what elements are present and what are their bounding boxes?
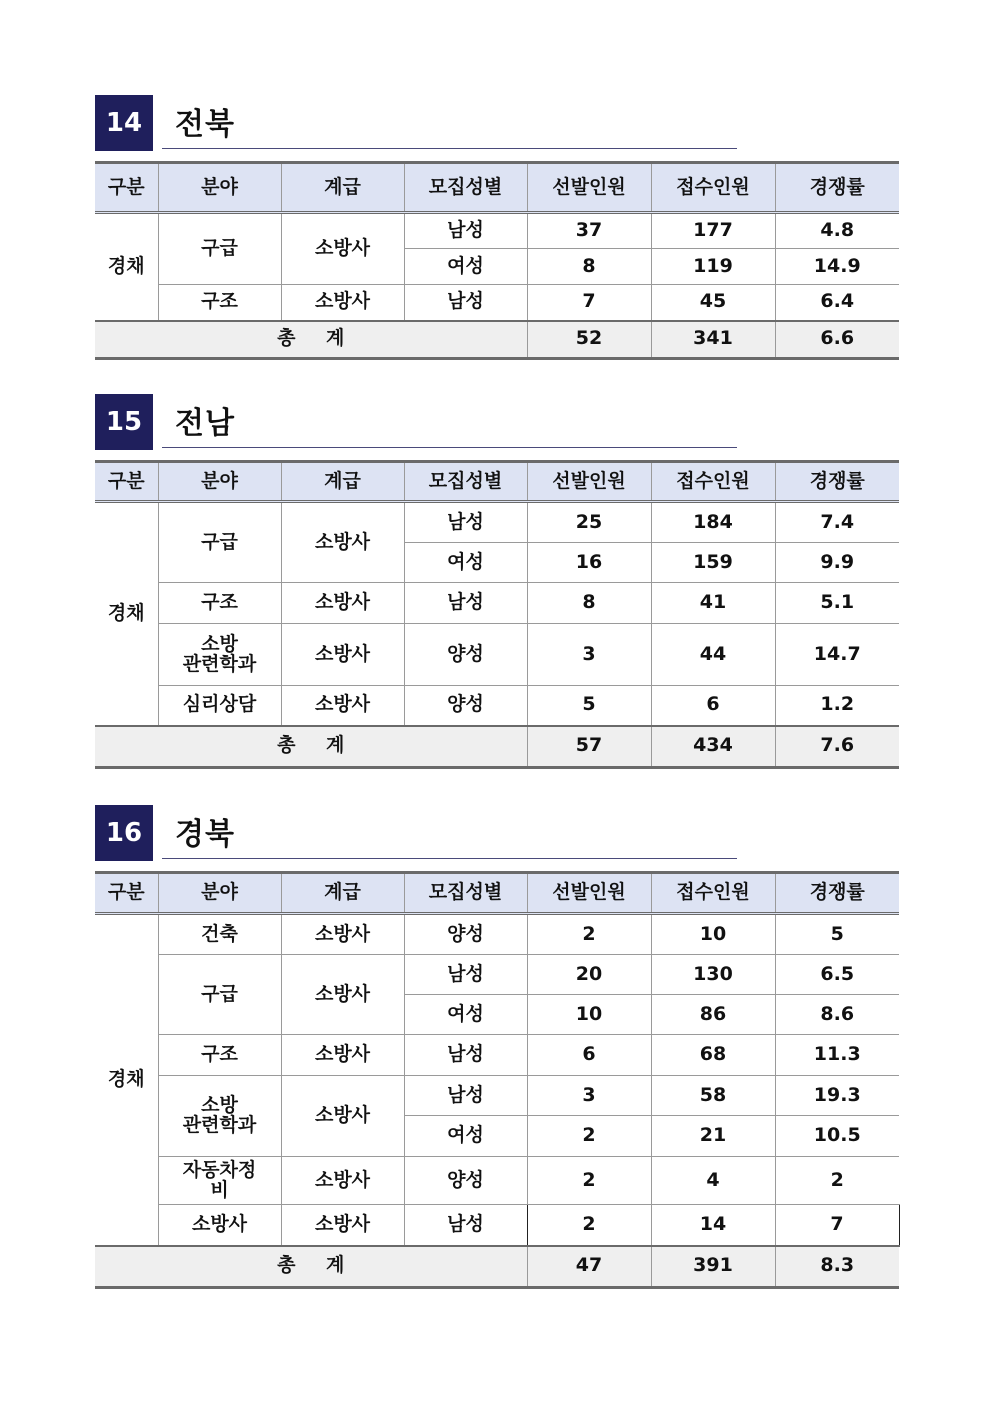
rate-cell: 4.8: [775, 213, 899, 249]
section-jeonbuk: [95, 95, 899, 350]
rank-cell: 소방사: [281, 914, 404, 955]
total-applied: 434: [651, 726, 775, 768]
header-field: 분야: [158, 462, 281, 502]
applied-cell: 41: [651, 583, 775, 624]
table-row: [95, 1076, 899, 1116]
group-cell: 경채: [95, 502, 158, 726]
gender-cell: 남성: [404, 1035, 527, 1076]
selected-cell: 25: [527, 502, 651, 543]
table-row: [95, 955, 899, 995]
rate-cell: 14.9: [775, 249, 899, 285]
selected-cell: 2: [527, 1205, 651, 1246]
section-number: 15: [95, 394, 153, 450]
rate-cell: 1.2: [775, 686, 899, 726]
selected-cell: 8: [527, 249, 651, 285]
rank-cell: 소방사: [281, 955, 404, 1035]
gender-cell: 남성: [404, 583, 527, 624]
table-row: [95, 502, 899, 543]
rate-cell: 8.6: [775, 995, 899, 1035]
rank-cell: 소방사: [281, 686, 404, 726]
header-category: 구분: [95, 873, 158, 914]
rank-cell: 소방사: [281, 285, 404, 321]
header-field: 분야: [158, 163, 281, 213]
rate-cell: 7: [775, 1205, 899, 1246]
total-row: [95, 1246, 899, 1288]
header-gender: 모집성별: [404, 462, 527, 502]
total-rate: 7.6: [775, 726, 899, 768]
rate-cell: 19.3: [775, 1076, 899, 1116]
table-row: [95, 686, 899, 726]
applied-cell: 58: [651, 1076, 775, 1116]
field-cell: 심리상담: [158, 686, 281, 726]
title-underline: [162, 148, 737, 149]
rank-cell: 소방사: [281, 1157, 404, 1205]
applied-cell: 86: [651, 995, 775, 1035]
section-header: [95, 394, 899, 450]
rate-cell: 14.7: [775, 624, 899, 686]
total-label: 총 계: [95, 321, 527, 359]
header-rate: 경쟁률: [775, 873, 899, 914]
selected-cell: 3: [527, 1076, 651, 1116]
header-category: 구분: [95, 462, 158, 502]
gender-cell: 양성: [404, 624, 527, 686]
section-title: 전북: [175, 107, 235, 142]
gender-cell: 여성: [404, 543, 527, 583]
table-row: [95, 583, 899, 624]
rate-cell: 5.1: [775, 583, 899, 624]
gender-cell: 남성: [404, 1076, 527, 1116]
table-row: [95, 213, 899, 249]
total-applied: 391: [651, 1246, 775, 1288]
applied-cell: 130: [651, 955, 775, 995]
gender-cell: 양성: [404, 686, 527, 726]
header-rank: 계급: [281, 462, 404, 502]
table-row: [95, 1035, 899, 1076]
title-underline: [162, 858, 737, 859]
field-cell: 구급: [158, 213, 281, 285]
total-applied: 341: [651, 321, 775, 359]
rate-cell: 7.4: [775, 502, 899, 543]
gender-cell: 남성: [404, 955, 527, 995]
applied-cell: 44: [651, 624, 775, 686]
selected-cell: 6: [527, 1035, 651, 1076]
gender-cell: 여성: [404, 1116, 527, 1157]
applied-cell: 119: [651, 249, 775, 285]
field-cell: 건축: [158, 914, 281, 955]
total-rate: 8.3: [775, 1246, 899, 1288]
gender-cell: 양성: [404, 914, 527, 955]
rank-cell: 소방사: [281, 624, 404, 686]
section-number: 16: [95, 805, 153, 861]
selected-cell: 20: [527, 955, 651, 995]
recruit-table: [95, 871, 900, 1289]
selected-cell: 2: [527, 1116, 651, 1157]
rank-cell: 소방사: [281, 213, 404, 285]
rate-cell: 2: [775, 1157, 899, 1205]
header-rate: 경쟁률: [775, 462, 899, 502]
section-header: [95, 95, 899, 151]
section-title: 전남: [175, 406, 235, 441]
header-row: [95, 873, 899, 914]
selected-cell: 7: [527, 285, 651, 321]
applied-cell: 10: [651, 914, 775, 955]
title-underline: [162, 447, 737, 448]
field-cell: 구급: [158, 955, 281, 1035]
rate-cell: 6.4: [775, 285, 899, 321]
group-cell: 경채: [95, 213, 158, 321]
gender-cell: 남성: [404, 502, 527, 543]
selected-cell: 16: [527, 543, 651, 583]
header-applied: 접수인원: [651, 462, 775, 502]
selected-cell: 2: [527, 914, 651, 955]
header-row: [95, 462, 899, 502]
gender-cell: 남성: [404, 1205, 527, 1246]
selected-cell: 2: [527, 1157, 651, 1205]
applied-cell: 184: [651, 502, 775, 543]
field-cell: 구급: [158, 502, 281, 583]
table-row: [95, 1205, 899, 1246]
header-selected: 선발인원: [527, 163, 651, 213]
field-cell: 소방 관련학과: [158, 624, 281, 686]
rank-cell: 소방사: [281, 583, 404, 624]
applied-cell: 159: [651, 543, 775, 583]
total-row: [95, 321, 899, 359]
header-selected: 선발인원: [527, 462, 651, 502]
applied-cell: 177: [651, 213, 775, 249]
header-rank: 계급: [281, 163, 404, 213]
rate-cell: 6.5: [775, 955, 899, 995]
rank-cell: 소방사: [281, 1035, 404, 1076]
selected-cell: 37: [527, 213, 651, 249]
group-cell: 경채: [95, 914, 158, 1246]
applied-cell: 6: [651, 686, 775, 726]
rank-cell: 소방사: [281, 1076, 404, 1157]
header-rate: 경쟁률: [775, 163, 899, 213]
gender-cell: 여성: [404, 995, 527, 1035]
gender-cell: 여성: [404, 249, 527, 285]
gender-cell: 양성: [404, 1157, 527, 1205]
total-label: 총 계: [95, 1246, 527, 1288]
rate-cell: 5: [775, 914, 899, 955]
selected-cell: 8: [527, 583, 651, 624]
header-gender: 모집성별: [404, 163, 527, 213]
rate-cell: 11.3: [775, 1035, 899, 1076]
header-rank: 계급: [281, 873, 404, 914]
total-row: [95, 726, 899, 768]
total-label: 총 계: [95, 726, 527, 768]
rank-cell: 소방사: [281, 1205, 404, 1246]
header-applied: 접수인원: [651, 873, 775, 914]
header-row: [95, 163, 899, 213]
selected-cell: 5: [527, 686, 651, 726]
selected-cell: 3: [527, 624, 651, 686]
header-category: 구분: [95, 163, 158, 213]
applied-cell: 68: [651, 1035, 775, 1076]
applied-cell: 21: [651, 1116, 775, 1157]
field-cell: 구조: [158, 285, 281, 321]
field-cell: 구조: [158, 583, 281, 624]
field-cell: 자동차정 비: [158, 1157, 281, 1205]
applied-cell: 14: [651, 1205, 775, 1246]
section-header: [95, 805, 899, 861]
selected-cell: 10: [527, 995, 651, 1035]
gender-cell: 남성: [404, 213, 527, 249]
field-cell: 구조: [158, 1035, 281, 1076]
header-field: 분야: [158, 873, 281, 914]
section-title: 경북: [175, 817, 235, 852]
rate-cell: 9.9: [775, 543, 899, 583]
table-row: [95, 624, 899, 686]
header-applied: 접수인원: [651, 163, 775, 213]
table-row: [95, 1157, 899, 1205]
total-selected: 57: [527, 726, 651, 768]
header-selected: 선발인원: [527, 873, 651, 914]
field-cell: 소방사: [158, 1205, 281, 1246]
gender-cell: 남성: [404, 285, 527, 321]
table-row: [95, 285, 899, 321]
recruit-table: [95, 460, 899, 769]
table-row: [95, 914, 899, 955]
section-gyeongbuk: [95, 805, 899, 1277]
field-cell: 소방 관련학과: [158, 1076, 281, 1157]
total-selected: 52: [527, 321, 651, 359]
applied-cell: 45: [651, 285, 775, 321]
header-gender: 모집성별: [404, 873, 527, 914]
section-number: 14: [95, 95, 153, 151]
section-jeonnam: [95, 394, 899, 757]
recruit-table: [95, 161, 899, 360]
applied-cell: 4: [651, 1157, 775, 1205]
total-selected: 47: [527, 1246, 651, 1288]
rate-cell: 10.5: [775, 1116, 899, 1157]
total-rate: 6.6: [775, 321, 899, 359]
rank-cell: 소방사: [281, 502, 404, 583]
